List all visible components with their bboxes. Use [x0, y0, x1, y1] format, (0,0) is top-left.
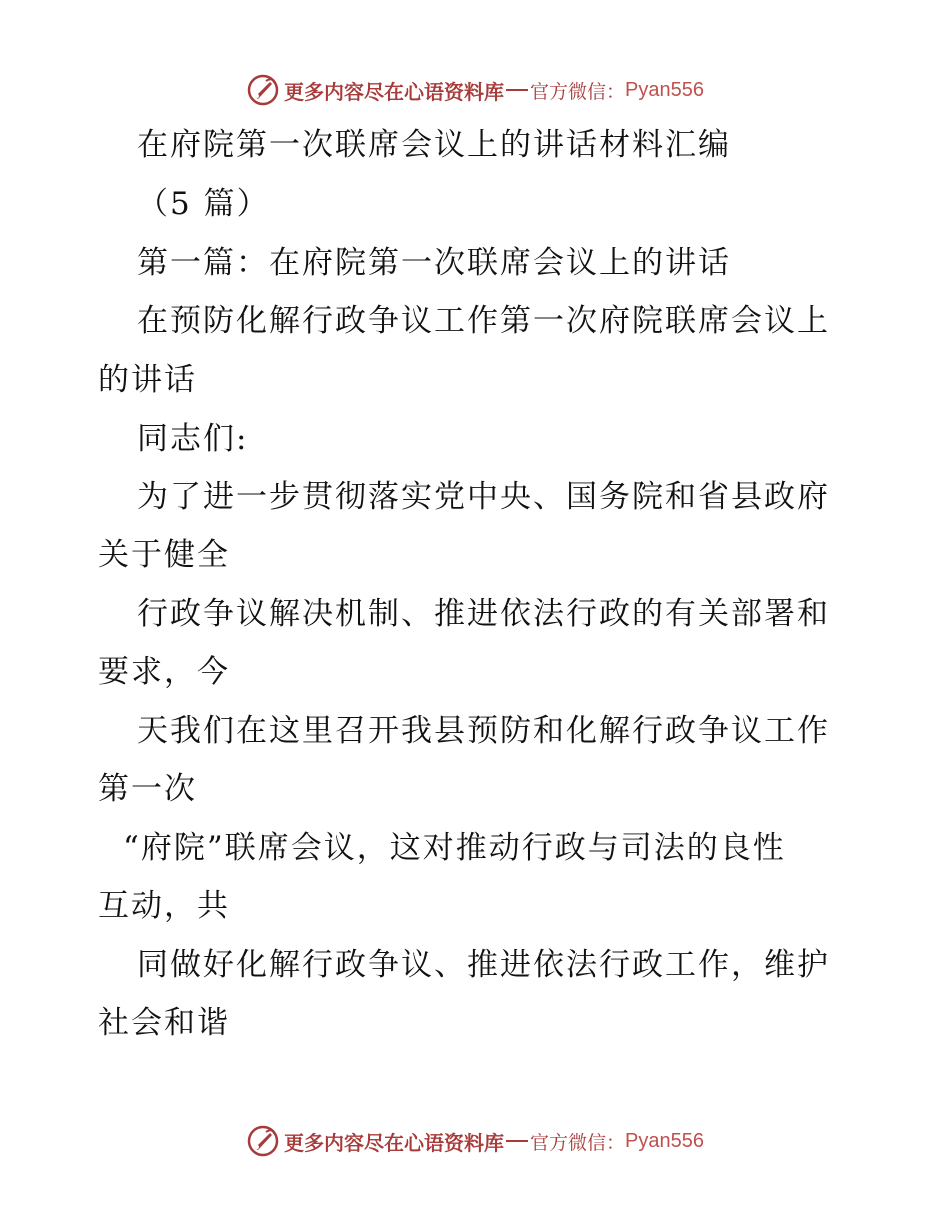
paragraph-line: 第一次 [98, 771, 197, 807]
paragraph-line: 要求，今 [98, 654, 230, 690]
paragraph-line: 行政争议解决机制、推进依法行政的有关部署和 [137, 596, 830, 632]
salutation: 同志们: [137, 421, 249, 457]
banner-brand-text: 更多内容尽在心语资料库 [284, 1130, 504, 1155]
paragraph-line: 互动，共 [98, 888, 230, 924]
paragraph-line: 社会和谐 [98, 1005, 230, 1041]
document-subtitle: （5 篇） [137, 186, 270, 222]
paragraph-line: 同做好化解行政争议、推进依法行政工作，维护 [137, 947, 830, 983]
banner-account: Pyan556 [625, 78, 704, 101]
footer-banner [0, 1121, 950, 1161]
speech-title-line: 的讲话 [98, 362, 197, 398]
quill-logo-icon [246, 1124, 280, 1158]
banner-account: Pyan556 [625, 1129, 704, 1152]
paragraph-line: 为了进一步贯彻落实党中央、国务院和省县政府 [137, 479, 830, 515]
banner-wechat-label: 官方微信： [530, 1131, 626, 1154]
paragraph-line: “府院”联席会议，这对推动行政与司法的良性 [123, 830, 786, 866]
speech-title-line: 在预防化解行政争议工作第一次府院联席会议上 [137, 303, 830, 339]
paragraph-line: 关于健全 [98, 537, 230, 573]
banner-dash [506, 1140, 528, 1142]
document-title: 在府院第一次联席会议上的讲话材料汇编 [137, 127, 731, 163]
paragraph-line: 天我们在这里召开我县预防和化解行政争议工作 [137, 713, 830, 749]
banner-brand-text: 更多内容尽在心语资料库 [284, 79, 504, 104]
banner-wechat-label: 官方微信： [530, 80, 626, 103]
section-heading: 第一篇：在府院第一次联席会议上的讲话 [137, 245, 731, 281]
